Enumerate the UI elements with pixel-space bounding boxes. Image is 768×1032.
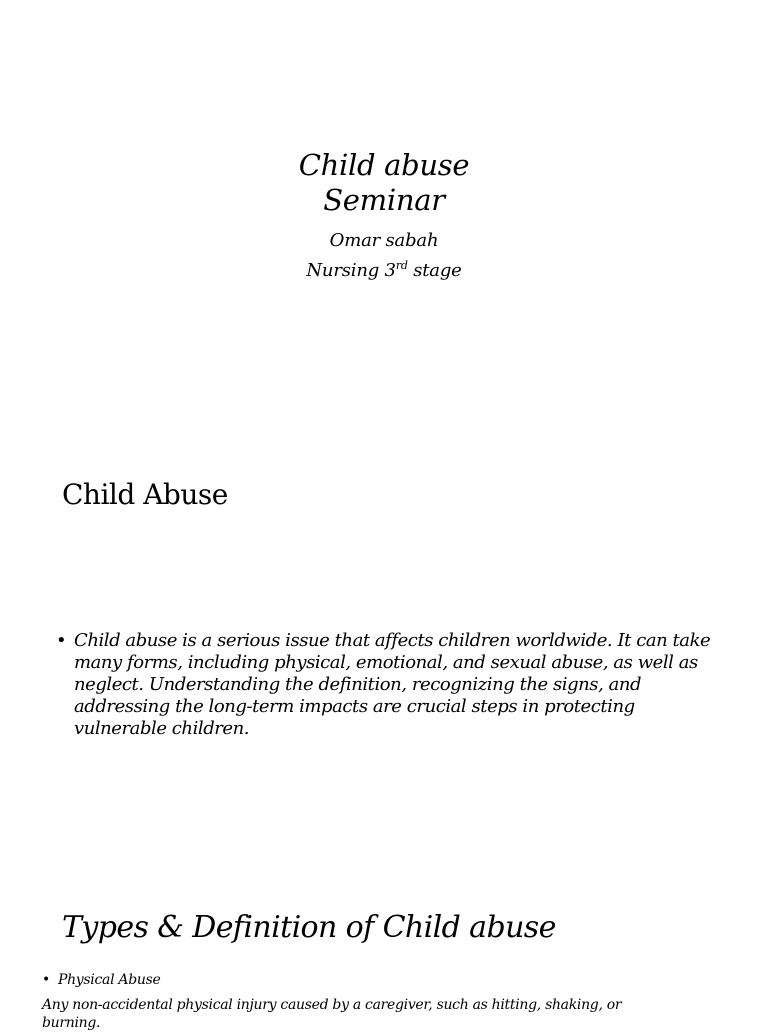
type-definition: Any non-accidental physical injury caused by a caregiver, such as hitting, shaking, or burning. <box>42 997 622 1031</box>
title-line-1: Child abuse <box>298 148 470 182</box>
type-label: Physical Abuse <box>57 972 161 988</box>
title-slide <box>0 0 768 420</box>
title-block <box>0 148 768 286</box>
type-bullet-physical <box>42 972 160 989</box>
title-line-2: Seminar <box>323 183 445 217</box>
intro-bullet <box>56 630 726 740</box>
stage-prefix: Nursing 3 <box>306 260 396 281</box>
stage-suffix: stage <box>407 260 462 281</box>
stage-superscript: rd <box>395 259 408 272</box>
section-heading-child-abuse: Child Abuse <box>62 478 228 511</box>
bullet-icon: • <box>42 972 50 988</box>
author-name: Omar sabah <box>329 230 439 251</box>
intro-bullet-text: Child abuse is a serious issue that affects children worldwide. It can take many forms, including physical, emotional, and sexual abuse, as well as neglect. Understanding the definition, recognizing the signs, and addressing the long-term impacts are crucial steps in protecting vulnerable children. <box>74 630 711 739</box>
section-heading-types: Types & Definition of Child abuse <box>62 910 556 945</box>
bullet-icon: • <box>56 630 67 651</box>
stage-line <box>0 256 768 286</box>
